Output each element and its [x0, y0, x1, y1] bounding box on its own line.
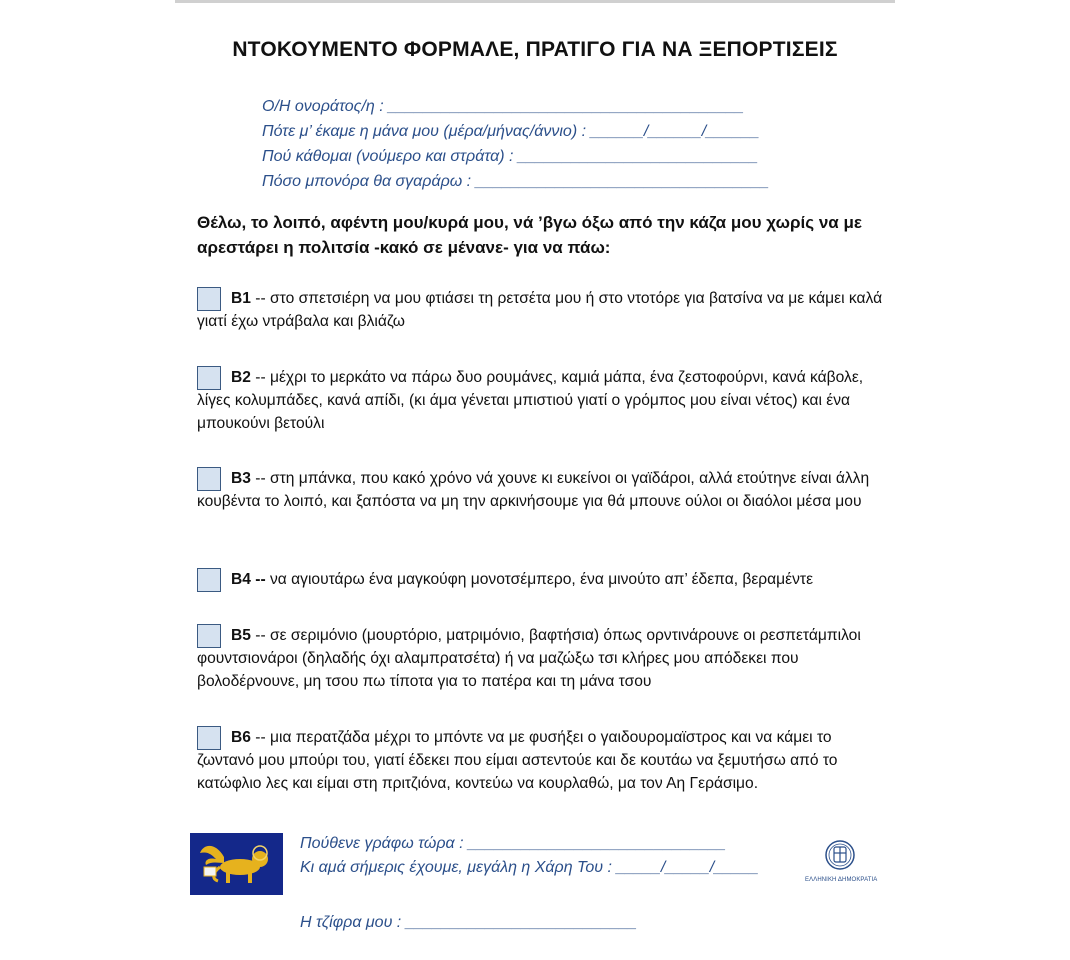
- emblem-label: ΕΛΛΗΝΙΚΗ ΔΗΜΟΚΡΑΤΙΑ: [805, 877, 878, 883]
- option-text: στο σπετσιέρη να μου φτιάσει τη ρετσέτα μου ή στο ντοτόρε για βατσίνα να με κάμει καλά γιατί έχω ντράβαλα και βλιάζω: [197, 290, 883, 330]
- option-text: στη μπάνκα, που κακό χρόνο νά χουνε κι ευκείνοι οι γαϊδάροι, αλλά ετούτηνε είναι άλλη κουβέντα το λοιπό, και ξαπόστα να μη την αρκινήσουμε για θά μπουνε ούλοι οι διαόλοι μέσα μου: [197, 470, 870, 510]
- option-code: B6: [231, 729, 251, 746]
- option-code: B3: [231, 470, 251, 487]
- intro-statement: Θέλω, το λοιπό, αφέντη μου/κυρά μου, νά ’βγω όξω από την κάζα μου χωρίς να με αρεστάρει η πολιτσία -κακό σε μένανε- για να πάω:: [197, 213, 862, 257]
- option-text: να αγιουτάρω ένα μαγκούφη μονοτσέμπερο, ένα μινούτο απ’ έδεπα, βεραμέντε: [270, 571, 814, 588]
- option-separator: --: [250, 369, 270, 386]
- option-code: B4 --: [231, 571, 266, 588]
- address-field[interactable]: Πού κάθομαι (νούμερο και στράτα) : ___________________________: [262, 148, 759, 165]
- greek-emblem-icon: [805, 838, 878, 883]
- top-rule: [175, 0, 895, 3]
- option-code: B1: [231, 290, 251, 307]
- option-code: B2: [231, 369, 251, 386]
- checkbox-b4[interactable]: [197, 568, 221, 592]
- option-separator: --: [250, 729, 270, 746]
- option-b6: [197, 726, 887, 795]
- option-separator: --: [250, 470, 270, 487]
- checkbox-b6[interactable]: [197, 726, 221, 750]
- place-field[interactable]: Πούθενε γράφω τώρα : _____________________________: [300, 835, 727, 852]
- amount-field[interactable]: Πόσο μπονόρα θα σγαράρω : _________________________________: [262, 173, 770, 190]
- option-b1: [197, 287, 887, 333]
- option-text: μια περατζάδα μέχρι το μπόντε να με φυσήξει ο γαιδουρομαϊστρος και να κάμει το ζωντανό μου μπούρι του, γιατί έδεκει που είμαι αστεντούε και δε κουτάω να ξεμυτήσω από το κατώφλιο λες και είμαι στη πριτζιόνα, κοντεύω να κουρλαθώ, μα τον Αη Γεράσιμο.: [197, 729, 838, 792]
- option-b5: [197, 624, 887, 693]
- checkbox-b1[interactable]: [197, 287, 221, 311]
- option-b4: [197, 568, 887, 591]
- option-code: B5: [231, 627, 251, 644]
- emblem-seal-icon: [823, 838, 857, 872]
- option-text: σε σεριμόνιο (μουρτόριο, ματριμόνιο, βαφτήσια) όπως ορντινάρουνε οι ρεσπετάμπιλοι φουντσιονάροι (δηλαδής όχι αλαμπρατσέτα) ή να μαζώξω τσι κλήρες μου απόδεκει που βολοδέρνουνε, μη τσου πω τίποτα για το πατέρα και τη μάνα τσου: [197, 627, 861, 690]
- winged-lion-flag-icon: [190, 833, 283, 895]
- document-title: ΝΤΟΚΟΥΜΕΝΤΟ ΦΟΡΜΑΛΕ, ΠΡΑΤΙΓΟ ΓΙΑ ΝΑ ΞΕΠΟΡΤΙΣΕΙΣ: [232, 38, 838, 61]
- option-b2: [197, 366, 887, 435]
- signature-area: [300, 910, 637, 935]
- personal-info-fields: [262, 94, 769, 194]
- checkbox-b3[interactable]: [197, 467, 221, 491]
- signature-field[interactable]: Η τζίφρα μου : __________________________: [300, 914, 638, 931]
- checkbox-b2[interactable]: [197, 366, 221, 390]
- option-b3: [197, 467, 887, 513]
- option-text: μέχρι το μερκάτο να πάρω δυο ρουμάνες, καμιά μάπα, ένα ζεστοφούρνι, κανά κάβολε, λίγες κολυμπάδες, κανά απίδι, (κι άμα γένεται μπιστιού γιατί ο γρόμπος μου είναι νέτος) και ένα μπουκούνι βετούλι: [197, 369, 864, 432]
- footer-fields: [300, 832, 759, 880]
- option-separator: --: [250, 627, 270, 644]
- option-separator: --: [250, 290, 270, 307]
- name-field[interactable]: Ο/Η ονοράτος/η : ________________________________________: [262, 98, 745, 115]
- checkbox-b5[interactable]: [197, 624, 221, 648]
- date-field[interactable]: Κι αμά σήμερις έχουμε, μεγάλη η Χάρη Του : _____/_____/_____: [300, 859, 759, 876]
- birthdate-field[interactable]: Πότε μ’ έκαμε η μάνα μου (μέρα/μήνας/άννιο) : ______/______/______: [262, 123, 760, 140]
